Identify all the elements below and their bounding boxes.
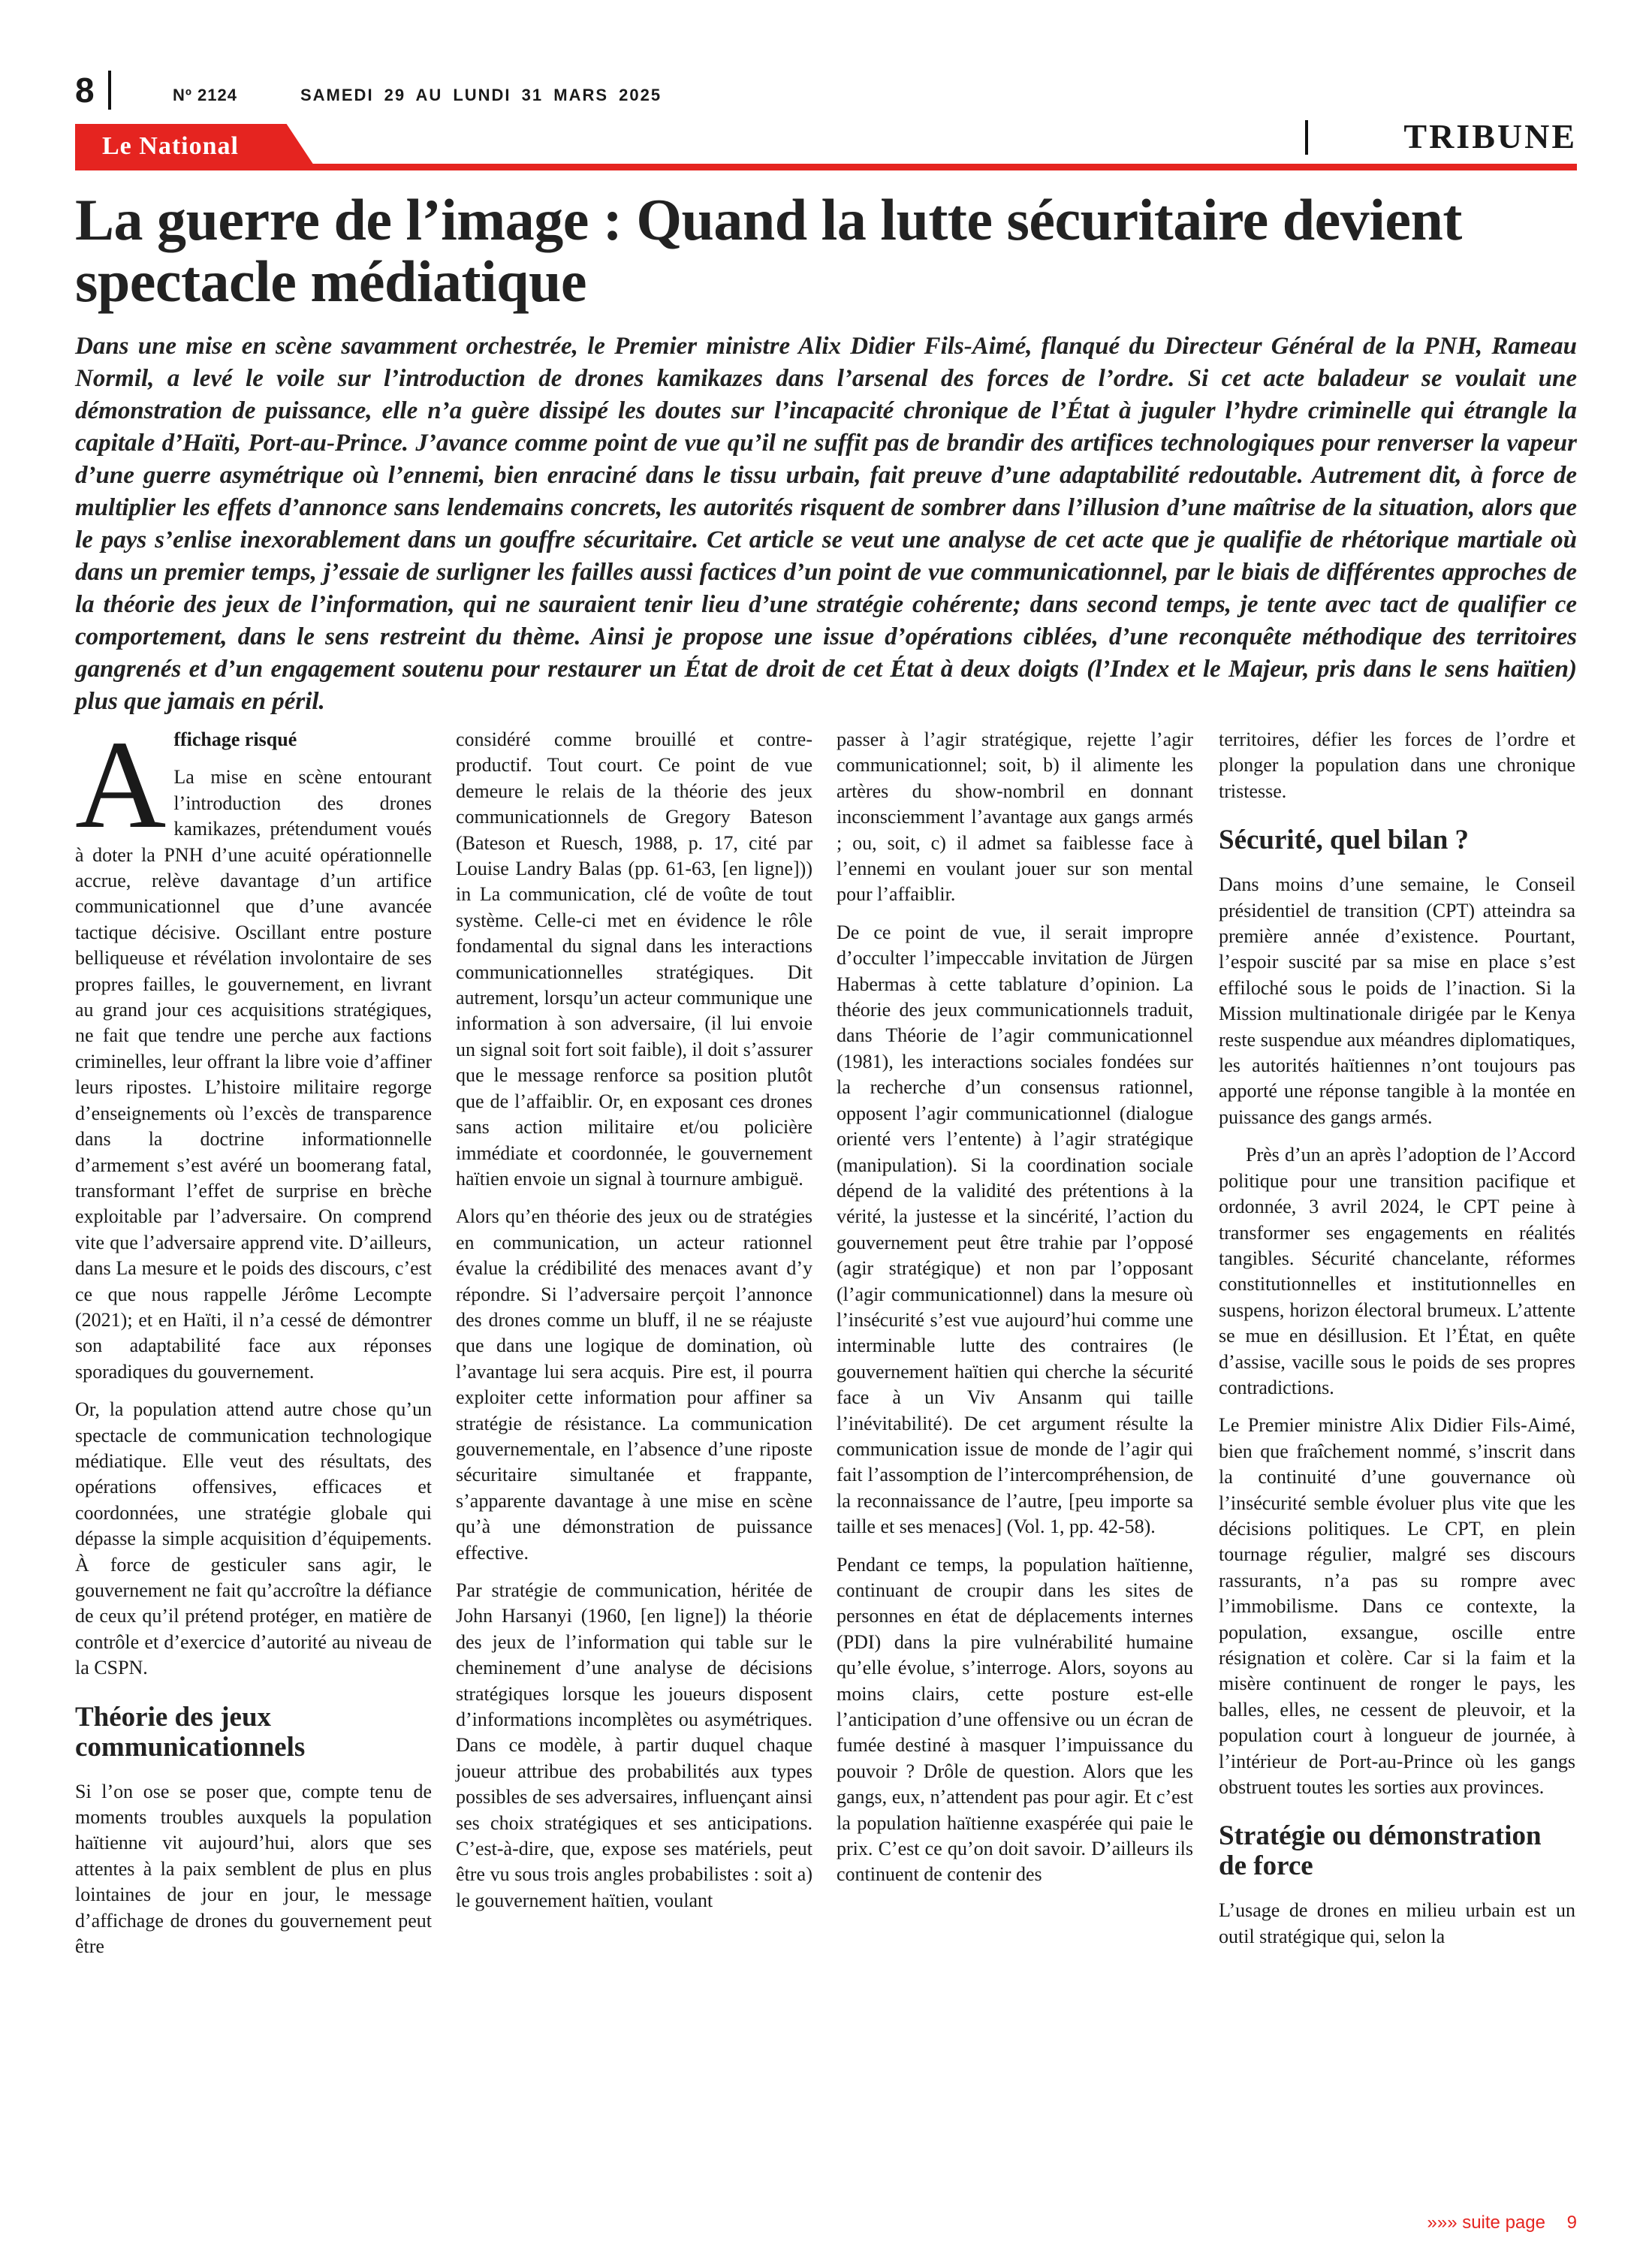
- column-3: [837, 727, 1193, 1900]
- brand-name: Le National: [102, 132, 239, 160]
- article-lede: Dans une mise en scène savamment orchestrée, le Premier ministre Alix Didier Fils-Aimé, flanqué du Directeur Général de la PNH, Rameau Normil, a levé le voile sur l’introduction de drones kamikazes dans l’arsenal des forces de l’ordre. Si cet acte baladeur se voulait une démonstration de puissance, elle n’a guère dissipé les doutes sur l’incapacité chronique de l’État à juguler l’hydre criminelle qui étrangle la capitale d’Haïti, Port-au-Prince. J’avance comme point de vue qu’il ne suffit pas de brandir des artifices technologiques pour renverser la vapeur d’une guerre asymétrique où l’ennemi, bien enraciné dans le tissu urbain, fait preuve d’une adaptabilité redoutable. Autrement dit, à force de multiplier les effets d’annonce sans lendemains concrets, les autorités risquent de sombrer dans l’illusion d’une maîtrise de la situation, alors que le pays s’enlise inexorablement dans un gouffre sécuritaire. Cet article se veut une analyse de cet acte que je qualifie de rhétorique martiale où dans un premier temps, j’essaie de surligner les failles aussi factices d’un point de vue communicationnel, par le biais de différentes approches de la théorie des jeux de l’information, qui ne sauraient tenir lieu d’une stratégie cohérente; dans second temps, je tente avec tact de qualifier ce comportement, dans le sens restreint du thème. Ainsi je propose une issue d’opérations ciblées, d’une reconquête méthodique des territoires gangrenés et d’un engagement soutenu pour restaurer un État de droit de cet État à deux doigts (l’Index et le Majeur, pris dans le sens haïtien) plus que jamais en péril.: [75, 333, 1577, 715]
- subheading: Sécurité, quel bilan ?: [1219, 825, 1470, 856]
- paragraph: considéré comme brouillé et contre-productif. Tout court. Ce point de vue demeure le relais de la théorie des jeux communicationnels de Gregory Bateson (Bateson et Ruesch, 1988, p. 17, cité par Louise Landry Balas (pp. 61-63, [en ligne])) in La communication, clé de voûte de tout système. Celle-ci met en évidence le rôle fondamental du signal dans les interactions communicationnelles stratégiques. Dit autrement, lorsqu’un acteur communique une information à son adversaire, (il lui envoie un signal soit fort soit faible), il doit s’assurer que le message renforce sa position plutôt que de l’affaiblir. Or, en exposant ces drones sans action militaire et/ou policière immédiate et coordonnée, le gouvernement haïtien envoie un signal à tournure ambiguë.: [456, 728, 812, 1190]
- paragraph: territoires, défier les forces de l’ordre et plonger la population dans une chronique tristesse.: [1219, 728, 1575, 802]
- paragraph: passer à l’agir stratégique, rejette l’agir communicationnel; soit, b) il alimente les artères du show-nombril en donnant inconsciemment l’avantage aux gangs armés ; ou, soit, c) il admet sa faiblesse face à l’ennemi en voulant jouer sur son mental pour l’affaiblir.: [837, 728, 1193, 906]
- issue-date: SAMEDI 29 AU LUNDI 31 MARS 2025: [300, 86, 662, 104]
- continued-label: »»» suite page: [1427, 2212, 1545, 2233]
- issue-number: Nº 2124: [173, 86, 237, 104]
- paragraph: Alors qu’en théorie des jeux ou de stratégies en communication, un acteur rationnel évalue la crédibilité des menaces avant d’y répondre. Si l’adversaire perçoit l’annonce des drones comme un bluff, il ne se réajuste que dans une logique de domination, où l’avantage lui sera acquis. Pire est, il pourra exploiter cette information pour affiner sa stratégie de résistance. La communication gouvernementale, en l’absence d’une riposte sécuritaire simultanée et frappante, s’apparente davantage à une mise en scène qu’à une démonstration de puissance effective.: [456, 1205, 812, 1564]
- paragraph: Or, la population attend autre chose qu’un spectacle de communication technologique médiatique. Elle veut des résultats, des opérations offensives, efficaces et coordonnées, une stratégie globale qui dépasse la simple acquisition d’équipements. À force de gesticuler sans agir, le gouvernement ne fait qu’accroître la défiance de ceux qu’il prétend protéger, en matière de contrôle et d’exercice d’autorité au niveau de la CSPN.: [75, 1398, 432, 1679]
- section-label: TRIBUNE: [1403, 117, 1577, 155]
- paragraph: L’usage de drones en milieu urbain est un outil stratégique qui, selon la: [1219, 1899, 1575, 1947]
- column-2: [456, 727, 812, 1926]
- subheading: Théorie des jeux communicationnels: [75, 1701, 306, 1763]
- header-rule: [75, 164, 1577, 170]
- page-header: [75, 69, 1577, 114]
- column-1: [75, 715, 432, 1971]
- paragraph: Si l’on ose se poser que, compte tenu de moments troubles auxquels la population haïtienne vit aujourd’hui, alors que ses attentes à la paix semblent de plus en plus lointaines de jour en jour, le message d’affichage de drones du gouvernement peut être: [75, 1780, 432, 1958]
- paragraph: Par stratégie de communication, héritée de John Harsanyi (1960, [en ligne]) la théorie des jeux de l’information qui table sur le cheminement d’une analyse de décisions stratégiques lorsque les joueurs disposent d’informations incomplètes ou asymétriques. Dans ce modèle, à partir duquel chaque joueur attribue des probabilités aux types possibles de ses adversaires, influençant ainsi ses choix stratégiques et ses anticipations. C’est-à-dire, que, expose ses matériels, peut être vu sous trois angles probabilistes : soit a) le gouvernement haïtien, voulant: [456, 1579, 812, 1911]
- paragraph: Dans moins d’une semaine, le Conseil présidentiel de transition (CPT) atteindra sa première année d’existence. Pourtant, l’espoir suscité par sa mise en place s’est effiloché sous le poids de l’inaction. Si la Mission multinationale dirigée par le Kenya reste suspendue aux méandres diplomatiques, les autorités haïtiennes n’ont toujours pas apporté une réponse tangible à la montée en puissance des gangs armés.: [1219, 873, 1575, 1128]
- kicker: ffichage risqué: [173, 728, 297, 750]
- subheading: Stratégie ou démonstration de force: [1219, 1820, 1542, 1882]
- paragraph: La mise en scène entourant l’introduction des drones kamikazes, prétendument voués à doter la PNH d’une acuité opérationnelle accrue, relève davantage d’un artifice communicationnel que d’une avancée tactique décisive. Oscillant entre posture belliqueuse et révélation involontaire de ses propres failles, le gouvernement, en livrant au grand jour ces acquisitions stratégiques, ne fait que tendre une perche aux factions criminelles, leur offrant la libre voie d’affiner leurs ripostes. L’histoire militaire regorge d’enseignements où l’excès de transparence dans la doctrine informationnelle d’armement s’est avéré un boomerang fatal, transformant l’effet de surprise en brèche exploitable par l’adversaire. On comprend vite que l’adversaire apprend vite. D’ailleurs, dans La mesure et le poids des discours, c’est ce que nous rappelle Jérôme Lecompte (2021); et en Haïti, il n’a cessé de démontrer son adaptabilité face aux réponses sporadiques du gouvernement.: [75, 766, 432, 1383]
- paragraph: De ce point de vue, il serait impropre d’occulter l’impeccable invitation de Jürgen Habermas à cette tablature d’opinion. La théorie des jeux communicationnels traduit, dans Théorie de l’agir communicationnel (1981), les interactions sociales fondées sur la recherche d’un consensus rationnel, opposent l’agir communicationnel (dialogue orienté vers l’entente) à l’agir stratégique (manipulation). Si la coordination sociale dépend de la validité des prétentions à la vérité, la justesse et la sincérité, l’action du gouvernement peut être trahie par l’opposé (agir stratégique) et non par l’opposant (l’agir communicationnel) dans la mesure où l’insécurité s’est vue aujourd’hui comme une interminable lutte des contraires (le gouvernement haïtien qui cherche la sécurité face à un Viv Ansanm qui taille l’inévitabilité). De cet argument résulte la communication issue de monde de l’agir qui fait l’assomption de l’intercompréhension, de la reconnaissance de l’autre, [peu importe sa taille et ses menaces] (Vol. 1, pp. 42-58).: [837, 921, 1193, 1538]
- continued-page: 9: [1566, 2212, 1577, 2233]
- drop-cap: A: [75, 715, 167, 855]
- paragraph: Pendant ce temps, la population haïtienne, continuant de croupir dans les sites de personnes en état de déplacements internes (PDI) dans la pire vulnérabilité humaine qu’elle évolue, s’interroge. Alors, soyons au moins clairs, cette posture est-elle l’anticipation d’une offensive ou un écran de fumée destiné à masquer l’impuissance du pouvoir ? Drôle de question. Alors que les gangs, eux, n’attendent pas pour agir. Et c’est la population haïtienne exaspérée qui paie le prix. C’est ce qu’on doit savoir. D’ailleurs ils continuent de contenir des: [837, 1553, 1193, 1886]
- paragraph: Le Premier ministre Alix Didier Fils-Aimé, bien que fraîchement nommé, s’inscrit dans la continuité d’une gouvernance où l’insécurité semble évoluer plus vite que les décisions politiques. Le CPT, en plein tournage régulier, malgré ses discours rassurants, n’a pas su rompre avec l’immobilisme. Dans ce contexte, la population, exsangue, oscille entre résignation et colère. Car si la faim et la misère continuent de ronger le pays, les balles, elles, ne cessent de pleuvoir, et la population court à longueur de journée, à l’intérieur de Port-au-Prince où les gangs obstruent toutes les sorties aux provinces.: [1219, 1414, 1575, 1799]
- paragraph: Près d’un an après l’adoption de l’Accord politique pour une transition pacifique et ordonnée, 3 avril 2024, le CPT peine à transformer ses engagements en réalités tangibles. Sécurité chancelante, réformes constitutionnelles et institutionnelles en suspens, horizon électoral brumeux. L’attente se mue en désillusion. Et l’État, en quête d’assise, vacille sous le poids de ses propres contradictions.: [1219, 1144, 1575, 1398]
- header-divider: [108, 71, 111, 110]
- section-divider: [1305, 120, 1308, 155]
- page-number: 8: [75, 71, 95, 110]
- article-title: La guerre de l’image : Quand la lutte sécuritaire devient spectacle médiatique: [75, 187, 1462, 314]
- column-4: [1219, 727, 1575, 1962]
- continued-link[interactable]: [1427, 2212, 1578, 2233]
